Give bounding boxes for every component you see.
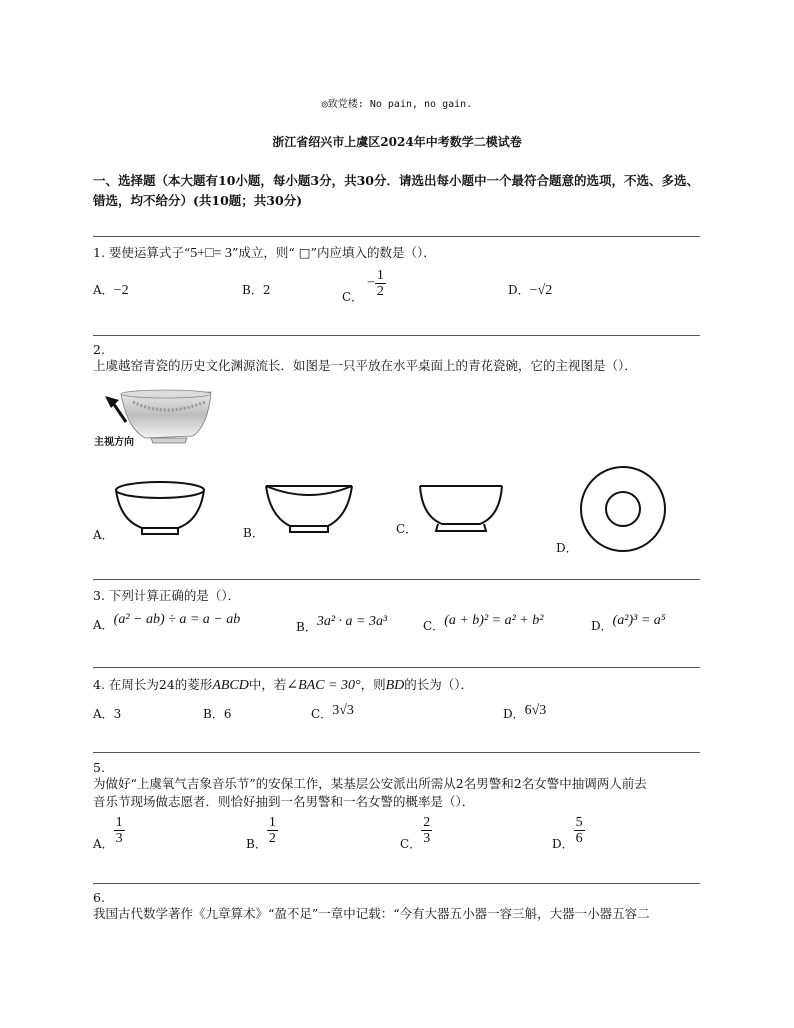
fraction-numerator: 5 [575,815,583,830]
option-label: A． [93,283,114,297]
option-label: C． [311,707,333,721]
q4-option-b[interactable] [203,705,231,722]
fraction-numerator: 1 [115,815,123,830]
section-heading: 一、选择题（本大题有10小题，每小题3分，共30分．请选出每小题中一个最符合题意的选项，不选、多选、错选，均不给分）(共10题；共30分) [93,173,699,208]
option-label: B． [203,707,224,721]
q5-stem-line1: 为做好“上虞氧气吉象音乐节”的安保工作，某基层公安派出所需从2名男警和2名女警中抽调两人前去 [93,776,647,791]
divider-q2 [93,335,700,336]
q5-stem-line2: 音乐节现场做志愿者．则恰好抽到一名男警和一名女警的概率是（）． [93,794,475,809]
fraction-denominator: 3 [423,831,431,846]
option-label: D． [552,837,574,851]
q2-option-a-label[interactable]: A． [93,528,114,542]
q2-number: 2. [93,342,105,357]
option-value: −√2 [529,283,553,298]
q3-option-c[interactable] [423,613,543,634]
fraction-numerator: 1 [376,268,384,283]
q2-stem: 上虞越窑青瓷的历史文化渊源流长．如图是一只平放在水平桌面上的青花瓷碗，它的主视图是（）． [93,358,637,373]
q3-stem: 3. 下列计算正确的是（）． [93,588,241,603]
option-fraction [114,815,125,846]
option-label: D． [508,283,530,297]
option-expr: (a + b)² = a² + b² [444,613,544,628]
option-sign: − [367,275,375,291]
option-expr: 3a² · a = 3a³ [316,614,388,629]
option-fraction [421,815,432,846]
fraction-numerator: 1 [268,815,276,830]
q1-option-a[interactable] [93,281,129,299]
divider-q6 [93,883,700,884]
option-fraction [574,815,585,846]
divider-q5 [93,752,700,753]
option-label: B． [246,837,267,851]
option-label: A． [93,618,114,632]
option-label: D． [503,707,525,721]
exam-title: 浙江省绍兴市上虞区2024年中考数学二模试卷 [272,135,522,149]
option-value: 3√3 [332,703,354,718]
q4-segment: BD [385,678,405,693]
q5-option-c[interactable] [400,815,432,852]
q2-option-d-label[interactable]: D． [556,541,578,555]
motto: ◎致党楼: No pain, no gain. [321,99,473,110]
divider-q1 [93,236,700,237]
option-label: D． [591,619,613,633]
q1-stem [93,244,436,263]
option-label: C． [342,290,364,304]
q5-option-d[interactable] [552,815,585,852]
fraction-denominator: 6 [575,831,583,846]
fraction-denominator: 2 [268,831,276,846]
q6-stem: 我国古代数学著作《九章算术》“盈不足”一章中记载：“今有大器五小器一容三斛，大器一小器五容二 [93,906,650,921]
q1-option-d[interactable] [508,281,552,299]
q6-number: 6. [93,890,105,905]
option-fraction [375,268,386,299]
q5-option-a[interactable] [93,815,125,852]
q4-text-b: 中，若 [248,677,287,692]
option-label: B． [242,283,263,297]
option-value: 6 [223,707,232,721]
q3-option-b[interactable] [296,614,387,635]
q4-text-c: ，则 [360,677,386,692]
q4-option-d[interactable] [503,703,546,722]
option-value: 3 [113,707,122,721]
option-label: C． [423,619,445,633]
q4-stem [93,676,473,695]
fraction-denominator: 2 [376,284,384,299]
q5-number: 5. [93,760,105,775]
option-expr: (a²)³ = a⁵ [612,613,666,628]
q2-option-b-label[interactable]: B． [243,526,264,540]
q4-angle: ∠BAC = 30° [286,678,361,693]
q1-option-c[interactable] [342,268,386,305]
q4-shape: ABCD [212,678,249,693]
option-label: A． [93,837,114,851]
q2-option-d-top-view[interactable] [578,466,668,556]
fraction-numerator: 2 [423,815,431,830]
q4-option-a[interactable] [93,705,121,722]
q2-option-c-label[interactable]: C． [396,522,418,536]
option-expr: (a² − ab) ÷ a = a − ab [113,612,241,627]
option-label: C． [400,837,422,851]
q2-option-a-bowl[interactable] [112,476,212,540]
q1-text-a: 1. 要使运算式子“ [93,245,191,260]
q3-option-d[interactable] [591,613,666,634]
q1-text-b: ”成立，则“ □”内应填入的数是（）． [232,245,436,260]
q1-option-b[interactable] [242,281,270,298]
q1-expr: 5+□= 3 [190,246,233,261]
q4-text-a: 4. 在周长为24的菱形 [93,677,213,692]
option-label: B． [296,620,317,634]
q3-option-a[interactable] [93,612,240,633]
q5-option-b[interactable] [246,815,278,852]
q2-option-c-bowl[interactable] [414,480,510,540]
option-value: −2 [113,283,129,298]
fraction-denominator: 3 [115,831,123,846]
option-value: 6√3 [524,703,547,718]
option-label: A． [93,707,114,721]
q4-option-c[interactable] [311,703,354,722]
option-fraction [267,815,278,846]
option-value: 2 [262,283,271,297]
view-direction-caption: 主视方向 [94,437,134,448]
q2-option-b-bowl[interactable] [262,480,358,540]
q4-text-d: 的长为（）． [404,677,474,692]
divider-q3 [93,579,700,580]
divider-q4 [93,667,700,668]
